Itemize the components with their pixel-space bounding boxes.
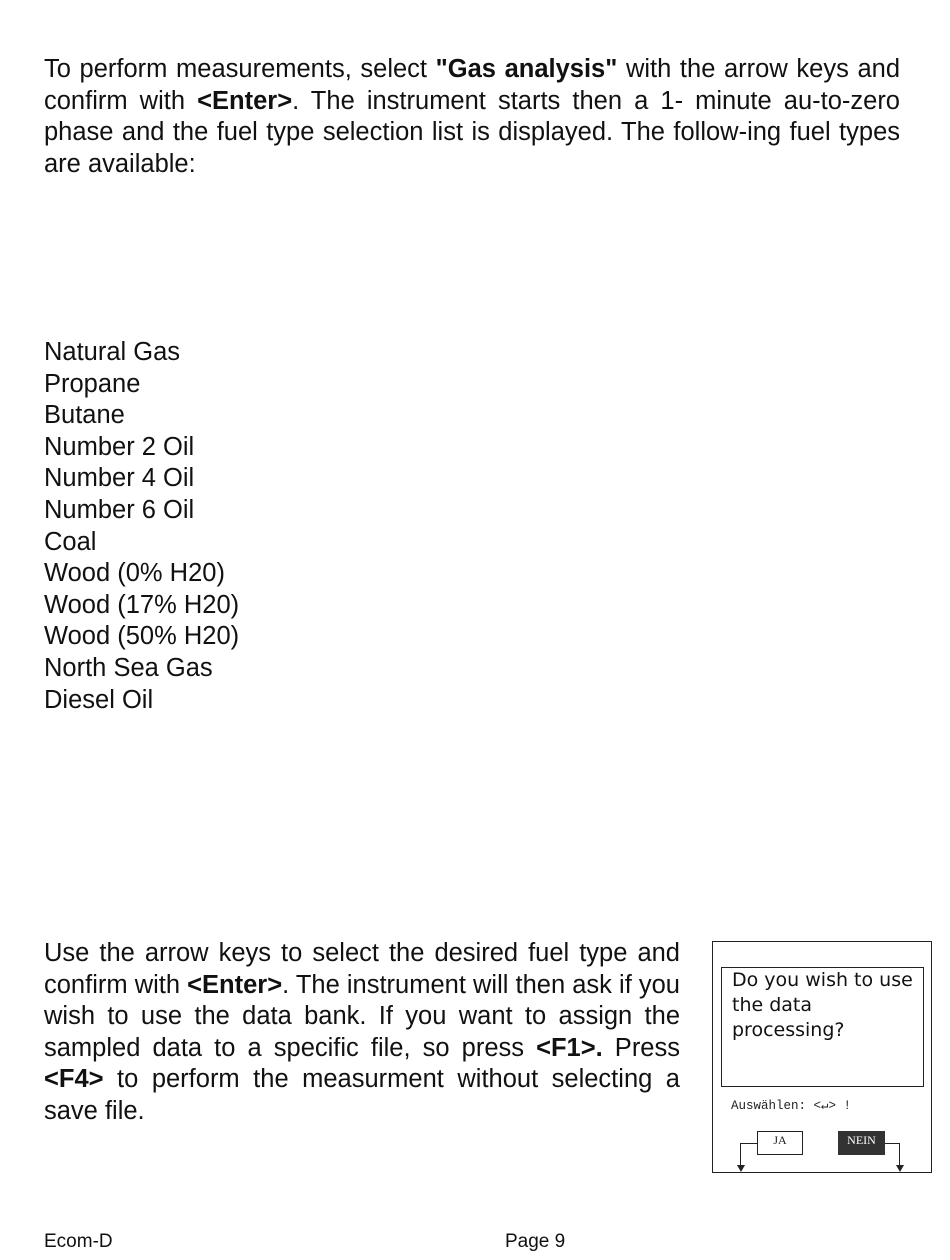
fuel-type-item: Diesel Oil [44,685,154,714]
fuel-type-item: Propane [44,369,141,398]
screen-message-box [721,967,924,1087]
usage-text-4: to perform the measurment without selecting a save file. [44,1065,680,1125]
f1-key-term: <F1>. [536,1033,603,1062]
enter-key-term: <Enter> [187,970,283,999]
ja-soft-button: JA [757,1131,803,1155]
gas-analysis-term: "Gas analysis" [435,55,618,83]
fuel-type-item: Number 4 Oil [44,464,195,493]
screen-select-hint: Auswählen: <↵> ! [731,1099,852,1113]
enter-key-term: <Enter> [197,86,293,115]
f4-key-term: <F4> [44,1065,104,1094]
fuel-type-item: North Sea Gas [44,653,213,682]
ja-connector-horizontal [740,1143,757,1144]
nein-arrow-icon [895,1165,905,1173]
fuel-type-item: Number 6 Oil [44,495,195,524]
fuel-type-item: Wood (50% H20) [44,622,240,651]
instrument-screen-illustration [712,941,932,1173]
footer-product-name: Ecom-D [44,1231,113,1252]
fuel-type-item: Wood (17% H20) [44,590,240,619]
nein-soft-button: NEIN [838,1131,885,1155]
intro-text-3: . The instrument starts then a 1- minute au-to-zero phase and the fuel type selection list is displayed. The follow-ing fuel types are available: [44,86,900,178]
usage-text-3: Press [602,1033,680,1062]
usage-text-2: . The instrument will then ask if you wish to use the data bank. If you want to assign the sampled data to a specific file, so press [44,970,680,1062]
fuel-type-list [44,337,239,716]
ja-arrow-icon [736,1165,746,1173]
fuel-type-item: Natural Gas [44,338,181,366]
screen-message: Do you wish to use the data processing? [732,969,913,1041]
nein-connector-horizontal [885,1143,900,1144]
fuel-type-item: Wood (0% H20) [44,559,225,588]
intro-paragraph [44,54,900,180]
usage-text-1: Use the arrow keys to select the desired fuel type and confirm with [44,939,680,999]
fuel-type-item: Coal [44,527,97,556]
usage-paragraph [44,938,680,1128]
fuel-type-item: Butane [44,401,125,430]
fuel-type-item: Number 2 Oil [44,432,195,461]
intro-text-1: To perform measurements, select [44,55,436,83]
page-number: Page 9 [505,1231,566,1252]
intro-text-2: with the arrow keys and confirm with [44,55,900,115]
